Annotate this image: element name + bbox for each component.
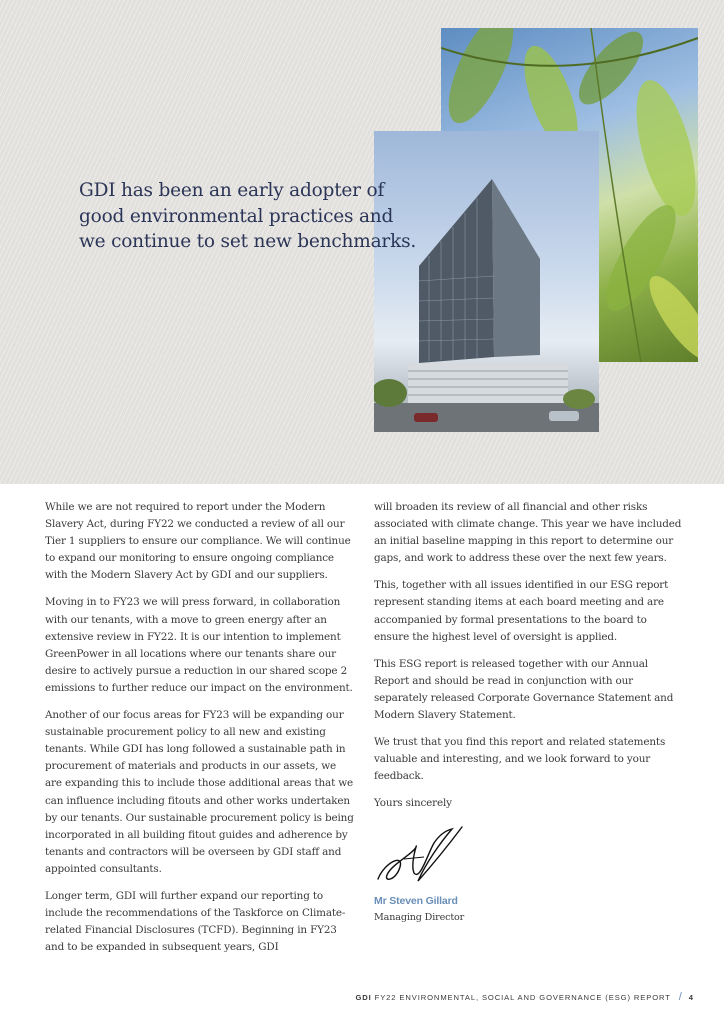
closing-salutation: Yours sincerely [374,797,452,810]
headline [79,178,439,255]
paragraph-tcfd: Longer term, GDI will further expand our reporting to include the recommendations of the Taskforce on Climate-related Financial Disclosures (TCFD). Beginning in FY23 and to be expanded in subsequent years, GDI [45,889,346,954]
page-number: 4 [688,993,693,1002]
paragraph-green-energy: Moving in to FY23 we will press forward, in collaboration with our tenants, with a move to green energy after an extensive review in FY22. It is our intention to implement GreenPower in all locations where our tenants share our desire to actively pursue a reduction in our shared scope 2 emissions to further reduce our impact on the environment. [45,596,353,694]
paragraph-climate-risks: will broaden its review of all financial and other risks associated with climate change. This year we have included an initial baseline mapping in this report to determine our gaps, and work to address these over the next few years. [374,501,682,565]
page-footer [355,991,693,1003]
office-tower-render [374,131,599,432]
paragraph-modern-slavery: While we are not required to report under the Modern Slavery Act, during FY22 we conducted a review of all our Tier 1 suppliers to ensure our compliance. We will continue to expand our monitoring to ensure ongoing compliance with the Modern Slavery Act by GDI and our suppliers. [45,501,351,582]
headline-line-1: GDI has been an early adopter of [79,180,385,201]
headline-line-3: we continue to set new benchmarks. [79,231,417,252]
left-column [45,499,355,966]
signature-image [374,823,466,887]
footer-separator: / [678,991,682,1003]
right-column [374,499,684,926]
signatory-title: Managing Director [374,911,465,923]
paragraph-feedback: We trust that you find this report and related statements valuable and interesting, and we look forward to your feedback. [374,736,666,783]
footer-brand: GDI [355,993,372,1002]
paragraph-sustainable-procurement: Another of our focus areas for FY23 will be expanding our sustainable procurement policy to all new and existing tenants. While GDI has long followed a sustainable path in procurement of materials and products in our assets, we are expanding this to include those additional areas that we can influence including fitouts and other works undertaken by our tenants. Our sustainable procurement policy is being incorporated in all building fitout guides and adherence by tenants and contractors will be overseen by GDI staff and appointed consultants. [45,709,354,875]
signatory-name: Mr Steven Gillard [374,894,458,907]
footer-report-title: FY22 ENVIRONMENTAL, SOCIAL AND GOVERNANCE (ESG) REPORT [374,993,671,1002]
headline-line-2: good environmental practices and [79,205,394,227]
paragraph-board-oversight: This, together with all issues identified in our ESG report represent standing items at each board meeting and are accompanied by formal presentations to the board to ensure the highest level of oversight is applied. [374,579,669,643]
paragraph-annual-report: This ESG report is released together with our Annual Report and should be read in conjunction with our separately released Corporate Governance Statement and Modern Slavery Statement. [374,657,674,722]
